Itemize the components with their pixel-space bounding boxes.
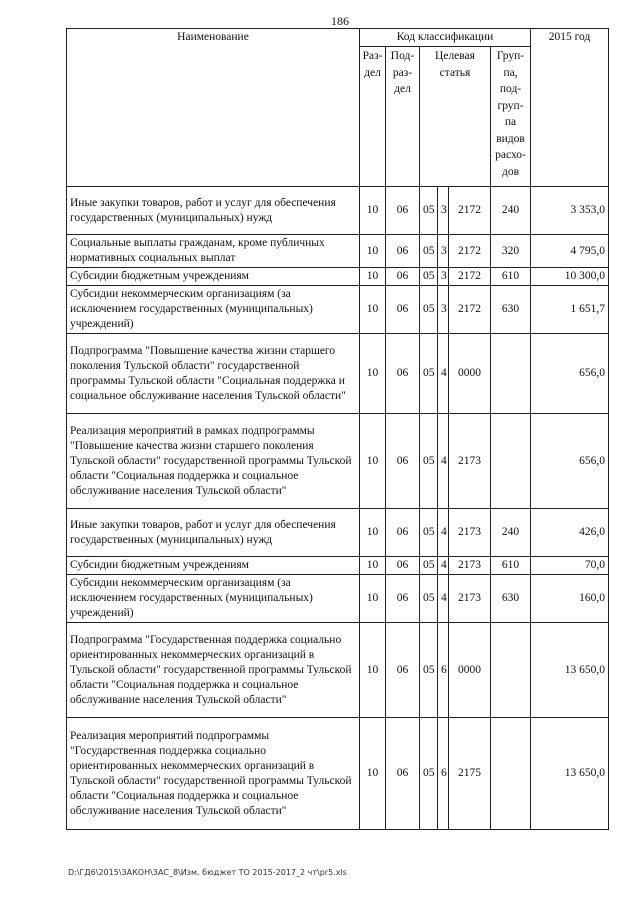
row-target-part2: 3 (438, 235, 449, 268)
row-name: Подпрограмма "Государственная поддержка социально ориентированных некоммерческих организаций в Тульской области" государственной программы Тульской области "Социальная поддержка и социальное обслуживание населения Тульской области" (67, 623, 360, 718)
table-row (67, 334, 609, 414)
row-amount: 656,0 (531, 414, 609, 509)
row-name: Реализация мероприятий в рамках подпрограммы "Повышение качества жизни старшего поколения Тульской области" государственной программы Тульской области "Социальная поддержка и социальное обслуживание населения Тульской области" (67, 414, 360, 509)
row-expense-group (491, 414, 531, 509)
row-section: 10 (360, 718, 386, 830)
row-name: Иные закупки товаров, работ и услуг для обеспечения государственных (муниципальных) нужд (67, 509, 360, 557)
row-subsection: 06 (386, 235, 420, 268)
header-section: Раз- дел (360, 47, 386, 187)
page-number: 186 (331, 14, 349, 28)
row-target-part3: 2172 (449, 187, 491, 235)
header-year: 2015 год (531, 29, 609, 187)
row-target-part3: 0000 (449, 334, 491, 414)
row-amount: 4 795,0 (531, 235, 609, 268)
row-target-part2: 3 (438, 187, 449, 235)
row-name: Подпрограмма "Повышение качества жизни старшего поколения Тульской области" государственной программы Тульской области "Социальная поддержка и социальное обслуживание населения Тульской области" (67, 334, 360, 414)
row-target-part1: 05 (420, 414, 438, 509)
row-name: Субсидии некоммерческим организациям (за исключением государственных (муниципальных) учреждений) (67, 286, 360, 334)
row-name: Субсидии бюджетным учреждениям (67, 268, 360, 286)
budget-table (66, 28, 609, 830)
row-target-part1: 05 (420, 187, 438, 235)
table-row (67, 286, 609, 334)
row-target-part1: 05 (420, 623, 438, 718)
row-section: 10 (360, 623, 386, 718)
row-expense-group: 610 (491, 268, 531, 286)
table-row (67, 557, 609, 575)
row-subsection: 06 (386, 575, 420, 623)
row-target-part1: 05 (420, 575, 438, 623)
row-target-part2: 3 (438, 286, 449, 334)
table-row (67, 509, 609, 557)
row-target-part2: 6 (438, 718, 449, 830)
row-subsection: 06 (386, 623, 420, 718)
row-target-part3: 0000 (449, 623, 491, 718)
row-section: 10 (360, 187, 386, 235)
row-section: 10 (360, 509, 386, 557)
table-row (67, 235, 609, 268)
row-target-part3: 2173 (449, 575, 491, 623)
row-subsection: 06 (386, 557, 420, 575)
row-name: Субсидии бюджетным учреждениям (67, 557, 360, 575)
row-amount: 160,0 (531, 575, 609, 623)
row-expense-group (491, 334, 531, 414)
row-target-part2: 6 (438, 623, 449, 718)
row-target-part1: 05 (420, 509, 438, 557)
row-target-part2: 4 (438, 557, 449, 575)
table-row (67, 268, 609, 286)
row-target-part2: 4 (438, 414, 449, 509)
row-target-part1: 05 (420, 557, 438, 575)
row-subsection: 06 (386, 718, 420, 830)
table-body (67, 187, 609, 830)
row-target-part3: 2172 (449, 235, 491, 268)
header-row-top (67, 29, 609, 47)
row-section: 10 (360, 334, 386, 414)
header-target-article: Целевая статья (420, 47, 491, 187)
row-amount: 656,0 (531, 334, 609, 414)
row-section: 10 (360, 414, 386, 509)
row-amount: 3 353,0 (531, 187, 609, 235)
table-row (67, 414, 609, 509)
row-name: Реализация мероприятий подпрограммы "Государственная поддержка социально ориентированных некоммерческих организаций в Тульской области" государственной программы Тульской области "Социальная поддержка и социальное обслуживание населения Тульской области" (67, 718, 360, 830)
row-amount: 426,0 (531, 509, 609, 557)
row-subsection: 06 (386, 187, 420, 235)
file-path-footer: D:\ГД6\2015\ЗАКОН\ЗАС_8\Изм. бюджет ТО 2015-2017_2 чт\pr5.xls (68, 868, 347, 877)
row-target-part3: 2172 (449, 286, 491, 334)
header-expense-group: Груп- па, под- груп- па видов расхо- дов (491, 47, 531, 187)
table-row (67, 718, 609, 830)
row-amount: 10 300,0 (531, 268, 609, 286)
row-section: 10 (360, 268, 386, 286)
row-expense-group: 630 (491, 286, 531, 334)
row-target-part2: 4 (438, 509, 449, 557)
row-target-part3: 2175 (449, 718, 491, 830)
header-subsection: Под- раз- дел (386, 47, 420, 187)
row-target-part1: 05 (420, 286, 438, 334)
row-amount: 1 651,7 (531, 286, 609, 334)
row-section: 10 (360, 235, 386, 268)
row-target-part1: 05 (420, 334, 438, 414)
row-section: 10 (360, 557, 386, 575)
row-subsection: 06 (386, 509, 420, 557)
row-target-part1: 05 (420, 235, 438, 268)
row-target-part2: 3 (438, 268, 449, 286)
table-row (67, 575, 609, 623)
row-expense-group: 240 (491, 509, 531, 557)
row-expense-group: 320 (491, 235, 531, 268)
row-target-part3: 2172 (449, 268, 491, 286)
row-target-part1: 05 (420, 718, 438, 830)
row-target-part3: 2173 (449, 414, 491, 509)
row-expense-group (491, 718, 531, 830)
row-amount: 70,0 (531, 557, 609, 575)
row-target-part3: 2173 (449, 509, 491, 557)
row-name: Социальные выплаты гражданам, кроме публичных нормативных социальных выплат (67, 235, 360, 268)
row-name: Субсидии некоммерческим организациям (за исключением государственных (муниципальных) учреждений) (67, 575, 360, 623)
row-expense-group (491, 623, 531, 718)
row-expense-group: 630 (491, 575, 531, 623)
table-row (67, 187, 609, 235)
row-subsection: 06 (386, 414, 420, 509)
row-amount: 13 650,0 (531, 718, 609, 830)
row-subsection: 06 (386, 268, 420, 286)
row-target-part2: 4 (438, 575, 449, 623)
table-row (67, 623, 609, 718)
row-target-part3: 2173 (449, 557, 491, 575)
row-target-part2: 4 (438, 334, 449, 414)
row-section: 10 (360, 286, 386, 334)
row-amount: 13 650,0 (531, 623, 609, 718)
row-subsection: 06 (386, 334, 420, 414)
row-target-part1: 05 (420, 268, 438, 286)
row-section: 10 (360, 575, 386, 623)
row-expense-group: 610 (491, 557, 531, 575)
row-name: Иные закупки товаров, работ и услуг для обеспечения государственных (муниципальных) нужд (67, 187, 360, 235)
header-code-group: Код классификации (360, 29, 531, 47)
header-name: Наименование (67, 29, 360, 187)
row-expense-group: 240 (491, 187, 531, 235)
row-subsection: 06 (386, 286, 420, 334)
